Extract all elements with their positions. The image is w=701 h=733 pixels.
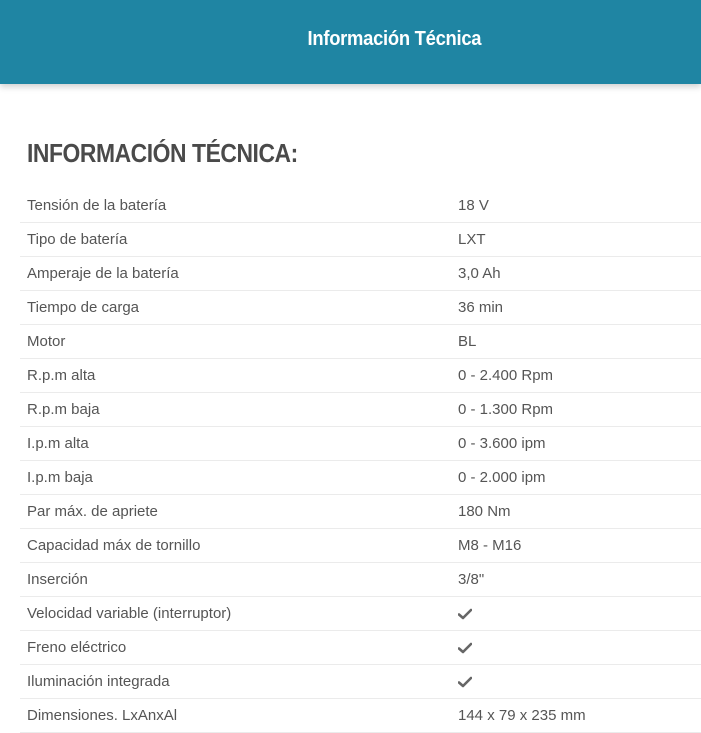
spec-value: 144 x 79 x 235 mm — [451, 699, 701, 733]
table-row — [20, 427, 701, 461]
spec-value: 3,0 Ah — [451, 257, 701, 291]
table-row — [20, 597, 701, 631]
spec-value: 18 V — [451, 189, 701, 223]
spec-value: LXT — [451, 223, 701, 257]
check-icon — [458, 608, 472, 620]
spec-value: 0 - 3.600 ipm — [451, 427, 701, 461]
table-row — [20, 529, 701, 563]
spec-value: 180 Nm — [451, 495, 701, 529]
table-row — [20, 495, 701, 529]
spec-value: 0 - 1.300 Rpm — [451, 393, 701, 427]
spec-value — [451, 665, 701, 699]
spec-label: Iluminación integrada — [20, 665, 451, 699]
spec-label: Amperaje de la batería — [20, 257, 451, 291]
table-row — [20, 665, 701, 699]
header-bar — [0, 0, 701, 84]
table-row — [20, 325, 701, 359]
table-row — [20, 291, 701, 325]
spec-label: R.p.m baja — [20, 393, 451, 427]
spec-label: Tipo de batería — [20, 223, 451, 257]
spec-label: Par máx. de apriete — [20, 495, 451, 529]
table-row — [20, 393, 701, 427]
table-row — [20, 461, 701, 495]
spec-label: Velocidad variable (interruptor) — [20, 597, 451, 631]
check-icon — [458, 676, 472, 688]
table-row — [20, 699, 701, 733]
header-title: Información Técnica — [307, 27, 482, 50]
spec-value — [451, 631, 701, 665]
spec-value: BL — [451, 325, 701, 359]
spec-label: Tensión de la batería — [20, 189, 451, 223]
spec-label: Dimensiones. LxAnxAl — [20, 699, 451, 733]
spec-label: I.p.m baja — [20, 461, 451, 495]
table-row — [20, 223, 701, 257]
spec-value: 3/8" — [451, 563, 701, 597]
spec-label: I.p.m alta — [20, 427, 451, 461]
spec-label: Freno eléctrico — [20, 631, 451, 665]
section-title: INFORMACIÓN TÉCNICA: — [27, 138, 298, 168]
table-row — [20, 189, 701, 223]
table-row — [20, 563, 701, 597]
table-row — [20, 257, 701, 291]
spec-label: Inserción — [20, 563, 451, 597]
spec-value: M8 - M16 — [451, 529, 701, 563]
spec-value: 0 - 2.000 ipm — [451, 461, 701, 495]
spec-label: Capacidad máx de tornillo — [20, 529, 451, 563]
spec-value: 36 min — [451, 291, 701, 325]
check-icon — [458, 642, 472, 654]
spec-label: Motor — [20, 325, 451, 359]
spec-value: 0 - 2.400 Rpm — [451, 359, 701, 393]
spec-table — [20, 189, 701, 733]
table-row — [20, 631, 701, 665]
spec-label: R.p.m alta — [20, 359, 451, 393]
table-row — [20, 359, 701, 393]
spec-label: Tiempo de carga — [20, 291, 451, 325]
spec-value — [451, 597, 701, 631]
